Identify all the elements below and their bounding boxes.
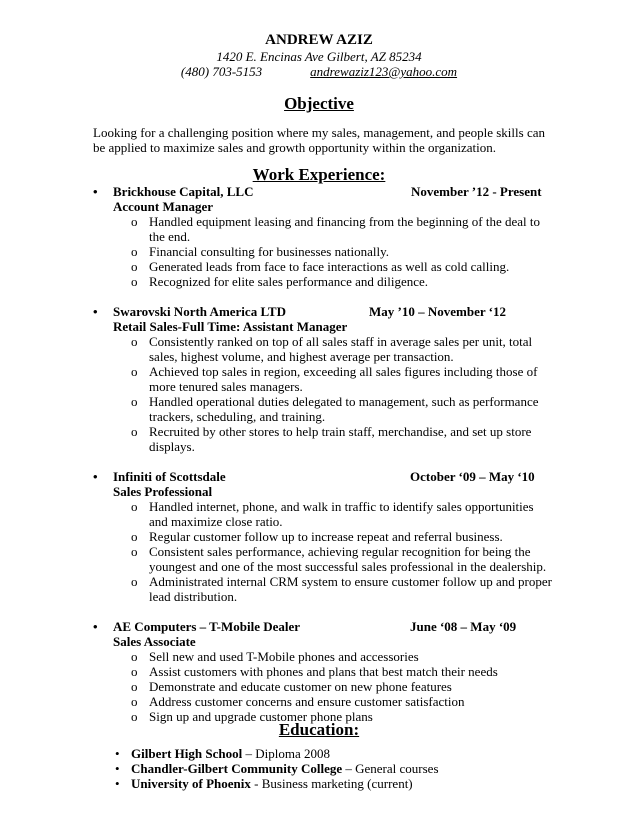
duty-item	[93, 544, 553, 574]
education-item	[115, 761, 555, 776]
company-name: Infiniti of Scottsdale	[113, 469, 226, 484]
job-entry	[93, 304, 553, 454]
bullet-icon: •	[115, 761, 120, 776]
duty-text: Demonstrate and educate customer on new phone features	[149, 679, 452, 694]
duty-text: Handled equipment leasing and financing from the beginning of the deal to the end.	[149, 214, 540, 244]
duty-text: Consistent sales performance, achieving regular recognition for being the youngest and one of the most successful sales professional in the dealership.	[149, 544, 547, 574]
duty-text: Handled internet, phone, and walk in traffic to identify sales opportunities and maximize close ratio.	[149, 499, 534, 529]
duty-item	[93, 424, 553, 454]
circle-bullet-icon: o	[131, 394, 138, 409]
job-header	[93, 619, 553, 634]
education-item	[115, 776, 555, 791]
job-entry	[93, 619, 553, 724]
job-dates: May ’10 – November ‘12	[369, 304, 506, 319]
duty-list	[93, 214, 553, 289]
job-header	[93, 304, 553, 319]
circle-bullet-icon: o	[131, 679, 138, 694]
job-title: Account Manager	[113, 199, 214, 214]
job-title: Retail Sales-Full Time: Assistant Manager	[113, 319, 348, 334]
separator: –	[242, 746, 256, 761]
job-dates: November ’12 - Present	[411, 184, 542, 199]
circle-bullet-icon: o	[131, 574, 138, 589]
work-experience-heading: Work Experience:	[252, 165, 386, 184]
duty-text: Assist customers with phones and plans that best match their needs	[149, 664, 498, 679]
circle-bullet-icon: o	[131, 244, 138, 259]
email-link[interactable]: andrewaziz123@yahoo.com	[310, 64, 458, 79]
duty-item	[93, 499, 553, 529]
contact-line	[0, 64, 638, 79]
job-dates: October ‘09 – May ‘10	[410, 469, 535, 484]
education-list	[115, 746, 555, 791]
duty-item	[93, 529, 553, 544]
school-name: Chandler-Gilbert Community College	[131, 761, 343, 776]
education-item	[115, 746, 555, 761]
duty-item	[93, 649, 553, 664]
duty-text: Regular customer follow up to increase repeat and referral business.	[149, 529, 503, 544]
phone: (480) 703-5153	[180, 64, 263, 79]
circle-bullet-icon: o	[131, 694, 138, 709]
job-title: Sales Associate	[113, 634, 196, 649]
bullet-icon: •	[115, 776, 120, 791]
address: 1420 E. Encinas Ave Gilbert, AZ 85234	[216, 49, 422, 64]
education-detail: Diploma 2008	[255, 746, 330, 761]
circle-bullet-icon: o	[131, 424, 138, 439]
objective-text: Looking for a challenging position where my sales, management, and people skills can be applied to maximize sales and growth opportunity within the organization.	[93, 125, 545, 155]
circle-bullet-icon: o	[131, 274, 138, 289]
duty-text: Achieved top sales in region, exceeding all sales figures including those of more tenured sales managers.	[149, 364, 538, 394]
duty-text: Handled operational duties delegated to management, such as performance trackers, scheduling, and training.	[149, 394, 539, 424]
objective-heading: Objective	[284, 94, 354, 113]
circle-bullet-icon: o	[131, 709, 138, 724]
duty-item	[93, 274, 553, 289]
duty-text: Financial consulting for businesses nationally.	[149, 244, 389, 259]
bullet-icon: •	[93, 619, 98, 634]
duty-text: Address customer concerns and ensure customer satisfaction	[149, 694, 465, 709]
job-dates: June ‘08 – May ‘09	[410, 619, 517, 634]
circle-bullet-icon: o	[131, 664, 138, 679]
applicant-name: ANDREW AZIZ	[265, 32, 373, 48]
circle-bullet-icon: o	[131, 544, 138, 559]
duty-list	[93, 649, 553, 724]
duty-list	[93, 499, 553, 604]
job-header	[93, 469, 553, 484]
duty-text: Sign up and upgrade customer phone plans	[149, 709, 373, 724]
duty-item	[93, 244, 553, 259]
circle-bullet-icon: o	[131, 649, 138, 664]
duty-item	[93, 394, 553, 424]
duty-item	[93, 259, 553, 274]
separator: -	[250, 776, 262, 791]
duty-item	[93, 694, 553, 709]
duty-item	[93, 679, 553, 694]
duty-item	[93, 664, 553, 679]
bullet-icon: •	[93, 469, 98, 484]
duty-text: Recruited by other stores to help train staff, merchandise, and set up store displays.	[149, 424, 532, 454]
bullet-icon: •	[93, 304, 98, 319]
duty-item	[93, 334, 553, 364]
job-entry	[93, 184, 553, 289]
duty-text: Generated leads from face to face interactions as well as cold calling.	[149, 259, 510, 274]
education-detail: General courses	[355, 761, 439, 776]
job-header	[93, 184, 553, 199]
resume-header	[0, 31, 638, 79]
circle-bullet-icon: o	[131, 259, 138, 274]
separator: –	[342, 761, 356, 776]
circle-bullet-icon: o	[131, 529, 138, 544]
duty-text: Recognized for elite sales performance and diligence.	[149, 274, 429, 289]
circle-bullet-icon: o	[131, 499, 138, 514]
school-name: Gilbert High School	[131, 746, 243, 761]
company-name: Swarovski North America LTD	[113, 304, 286, 319]
circle-bullet-icon: o	[131, 334, 138, 349]
school-name: University of Phoenix	[131, 776, 251, 791]
duty-text: Sell new and used T-Mobile phones and accessories	[149, 649, 419, 664]
duty-list	[93, 334, 553, 454]
duty-item	[93, 574, 553, 604]
education-heading: Education:	[278, 720, 360, 739]
work-experience-list	[93, 184, 553, 739]
bullet-icon: •	[115, 746, 120, 761]
circle-bullet-icon: o	[131, 214, 138, 229]
job-entry	[93, 469, 553, 604]
company-name: AE Computers – T-Mobile Dealer	[113, 619, 301, 634]
duty-item	[93, 214, 553, 244]
duty-item	[93, 364, 553, 394]
duty-text: Consistently ranked on top of all sales staff in average sales per unit, total sales, highest volume, and highest average per transaction.	[149, 334, 533, 364]
circle-bullet-icon: o	[131, 364, 138, 379]
education-detail: Business marketing (current)	[261, 776, 413, 791]
company-name: Brickhouse Capital, LLC	[113, 184, 254, 199]
job-title: Sales Professional	[113, 484, 213, 499]
bullet-icon: •	[93, 184, 98, 199]
duty-text: Administrated internal CRM system to ensure customer follow up and proper lead distribution.	[149, 574, 552, 604]
